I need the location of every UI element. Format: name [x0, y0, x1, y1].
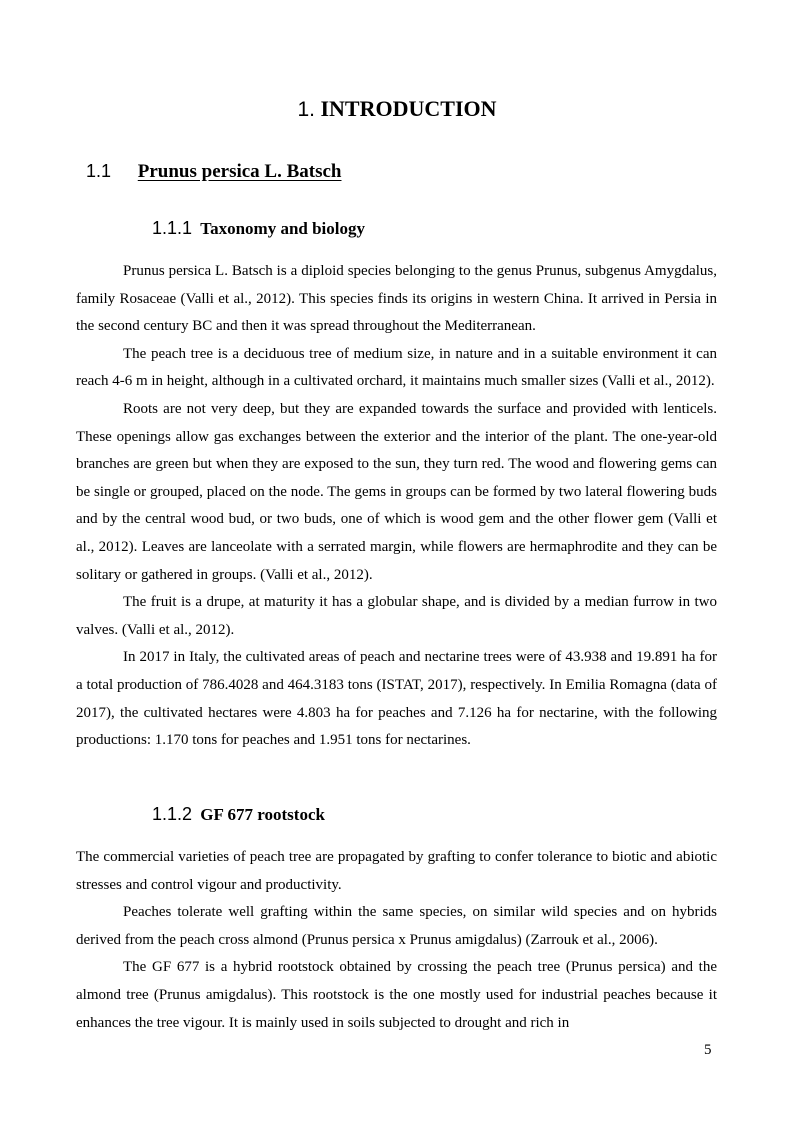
paragraph: The peach tree is a deciduous tree of medium size, in nature and in a suitable environment it can reach 4-6 m in height, although in a cultivated orchard, it maintains much smaller sizes (Valli et al., 2012).: [76, 345, 717, 390]
subsection-title: Taxonomy and biology: [200, 219, 366, 238]
chapter-heading: [0, 93, 794, 126]
section-title: Prunus persica L. Batsch: [137, 161, 342, 182]
subsection-heading-rootstock: [152, 802, 325, 827]
subsection-number: 1.1.2: [152, 804, 193, 824]
subsection-number: 1.1.1: [152, 218, 193, 238]
paragraph: Prunus persica L. Batsch is a diploid species belonging to the genus Prunus, subgenus Amygdalus, family Rosaceae (Valli et al., 2012). This species finds its origins in western China. It arrived in Persia in the second century BC and then it was spread throughout the Mediterranean.: [76, 263, 717, 335]
chapter-title: INTRODUCTION: [320, 96, 497, 121]
rootstock-body: [76, 844, 717, 1037]
subsection-heading-taxonomy: [152, 216, 365, 241]
chapter-number: 1.: [297, 98, 315, 121]
paragraph: In 2017 in Italy, the cultivated areas of peach and nectarine trees were of 43.938 and 19.891 ha for a total production of 786.4028 and 464.3183 tons (ISTAT, 2017), respectively. In Emilia Romagna (data of 2017), the cultivated hectares were 4.803 ha for peaches and 7.126 ha for nectarine, with the following productions: 1.170 tons for peaches and 1.951 tons for nectarines.: [76, 649, 717, 749]
paragraph: The commercial varieties of peach tree are propagated by grafting to confer tolerance to biotic and abiotic stresses and control vigour and productivity.: [76, 849, 717, 893]
taxonomy-body: [76, 258, 717, 755]
paragraph: The GF 677 is a hybrid rootstock obtained by crossing the peach tree (Prunus persica) and the almond tree (Prunus amigdalus). This rootstock is the one mostly used for industrial peaches because it enhances the tree vigour. It is mainly used in soils subjected to drought and rich in: [76, 959, 717, 1031]
paragraph: Peaches tolerate well grafting within the same species, on similar wild species and on hybrids derived from the peach cross almond (Prunus persica x Prunus amigdalus) (Zarrouk et al., 2006).: [76, 904, 717, 948]
section-number: 1.1: [86, 161, 112, 181]
subsection-title: GF 677 rootstock: [200, 805, 325, 824]
paragraph: Roots are not very deep, but they are expanded towards the surface and provided with lenticels. These openings allow gas exchanges between the exterior and the interior of the plant. The one-year-old branches are green but when they are exposed to the sun, they turn red. The wood and flowering gems can be single or grouped, placed on the node. The gems in groups can be formed by two lateral flowering buds and by the central wood bud, or two buds, one of which is wood gem and the other flower gem (Valli et al., 2012). Leaves are lanceolate with a serrated margin, while flowers are hermaphrodite and they can be solitary or gathered in groups. (Valli et al., 2012).: [76, 400, 717, 583]
paragraph: The fruit is a drupe, at maturity it has a globular shape, and is divided by a median furrow in two valves. (Valli et al., 2012).: [76, 594, 717, 638]
page-number: 5: [704, 1042, 712, 1058]
section-heading: [86, 158, 342, 185]
